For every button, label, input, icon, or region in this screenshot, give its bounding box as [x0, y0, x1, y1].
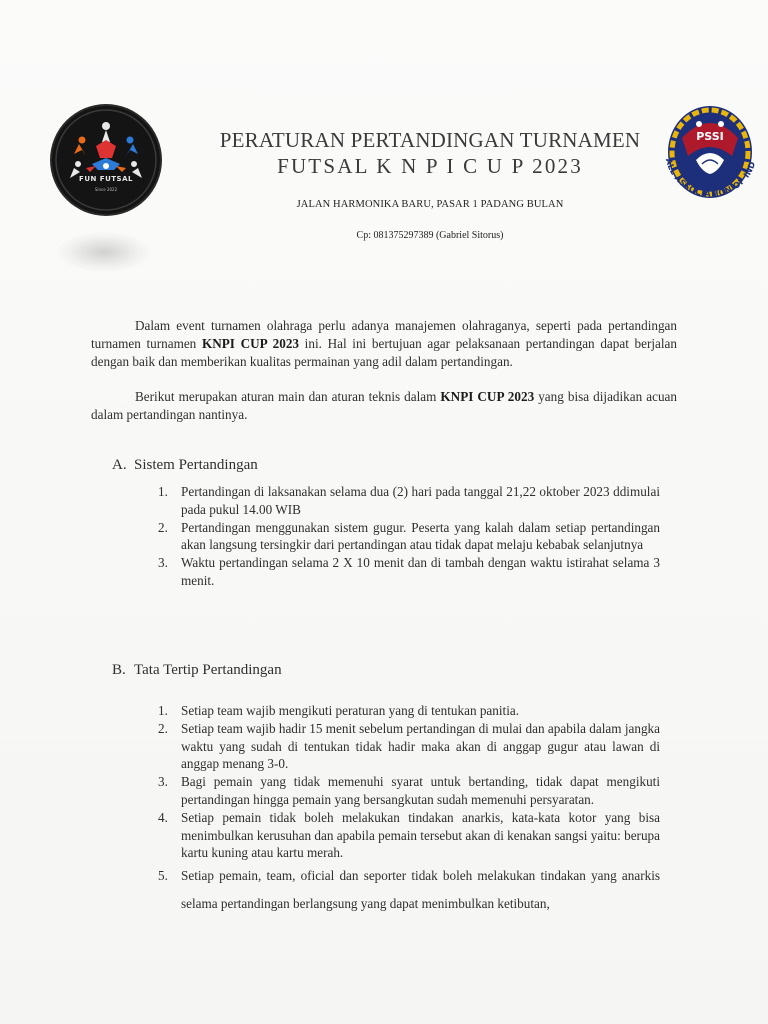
list-number: 1. [158, 703, 168, 718]
list-item [158, 809, 660, 862]
intro-p2-text-b: yang bisa dijadikan acuan dalam pertandingan nantinya. [91, 389, 678, 422]
address: JALAN HARMONIKA BARU, PASAR 1 PADANG BULAN [296, 199, 564, 210]
intro-p2-bold: KNPI CUP 2023 [440, 389, 535, 404]
list-item [158, 702, 660, 720]
list-number: 3. [158, 555, 168, 571]
list-number: 4. [158, 809, 168, 825]
fun-futsal-logo [52, 106, 160, 214]
intro-paragraph-1 [91, 317, 677, 370]
pssi-logo [652, 98, 768, 222]
intro-p2-text-a: Berikut merupakan aturan main dan aturan teknis dalam [135, 389, 441, 404]
intro-p1-text-b: ini. Hal ini bertujuan agar pelaksanaan pertandingan dapat berjalan dengan baik dan memberikan kualitas permainan yang adil dalam pertandingan. [91, 335, 678, 369]
list-text: Pertandingan menggunakan sistem gugur. Peserta yang kalah dalam setiap pertandingan akan langsung tersingkir dari pertandingan atau tidak dapat melaju kebabak selanjutnya [181, 519, 660, 553]
list-item [158, 720, 660, 773]
list-item [158, 554, 660, 590]
section-a-title: Sistem Pertandingan [134, 457, 258, 473]
list-item [158, 483, 660, 519]
contact-phone: Cp: 081375297389 (Gabriel Sitorus) [356, 230, 504, 241]
list-number: 1. [158, 484, 168, 499]
intro-p1-bold: KNPI CUP 2023 [201, 335, 300, 351]
intro-paragraph-2 [91, 388, 677, 424]
document-title [200, 127, 660, 179]
title-line-2: FUTSAL K N P I C U P 2023 [277, 154, 583, 178]
pssi-badge-text: PSSI [696, 130, 724, 143]
section-b-title: Tata Tertip Pertandingan [134, 662, 282, 678]
list-text: Setiap team wajib mengikuti peraturan yang di tentukan panitia. [181, 703, 520, 718]
list-number: 2. [158, 519, 168, 535]
section-b-list [158, 702, 660, 918]
section-b-letter: B. [112, 662, 126, 678]
logo-shadow [58, 232, 150, 272]
logo-left-subtext: Since 2022 [94, 187, 118, 192]
list-text: Setiap pemain tidak boleh melakukan tindakan anarkis, kata-kata kotor yang bisa menimbulkan kerusuhan dan apabila pemain tersebut akan di kenakan sangsi yaitu: berupa kartu kuning atau kartu merah. [181, 809, 660, 861]
list-item [158, 773, 660, 809]
section-b-heading [112, 662, 282, 679]
section-a-letter: A. [112, 457, 127, 473]
title-line-1: PERATURAN PERTANDINGAN TURNAMEN [219, 128, 641, 152]
pssi-emblem [652, 98, 768, 222]
section-a-list [158, 483, 660, 590]
list-number: 3. [158, 774, 168, 790]
list-item [158, 862, 660, 918]
section-a-heading [112, 457, 258, 474]
list-text: Bagi pemain yang tidak memenuhi syarat untuk bertanding, tidak dapat mengikuti pertandingan hingga pemain yang bersangkutan sudah memenuhi persyaratan. [181, 774, 660, 807]
list-text: Waktu pertandingan selama 2 X 10 menit dan di tambah dengan waktu istirahat selama 3 menit. [181, 555, 660, 588]
pssi-ring-text: ALL ASSOCIATION OF IND [663, 157, 758, 199]
list-item [158, 519, 660, 555]
list-text: Pertandingan di laksanakan selama dua (2) hari pada tanggal 21,22 oktober 2023 ddimulai pada pukul 14.00 WIB [181, 484, 660, 517]
logo-left-text: FUN FUTSAL [79, 175, 133, 183]
list-number: 5. [158, 868, 168, 884]
list-text: Setiap pemain, team, oficial dan seporter tidak boleh melakukan tindakan yang anarkis selama pertandingan berlangsung yang dapat menimbulkan ketibutan, [181, 868, 660, 912]
list-number: 2. [158, 720, 168, 736]
intro-p1-text-a: Dalam event turnamen olahraga perlu adanya manajemen olahraganya, seperti pada pertandingan turnamen turnamen [91, 318, 677, 351]
list-text: Setiap team wajib hadir 15 menit sebelum pertandingan di mulai dan apabila dalam jangka waktu yang sudah di tentukan tidak hadir maka akan di anggap gugur atau lawan di anggap menang 3-0. [181, 720, 660, 772]
fun-futsal-logo-graphic [52, 106, 160, 214]
